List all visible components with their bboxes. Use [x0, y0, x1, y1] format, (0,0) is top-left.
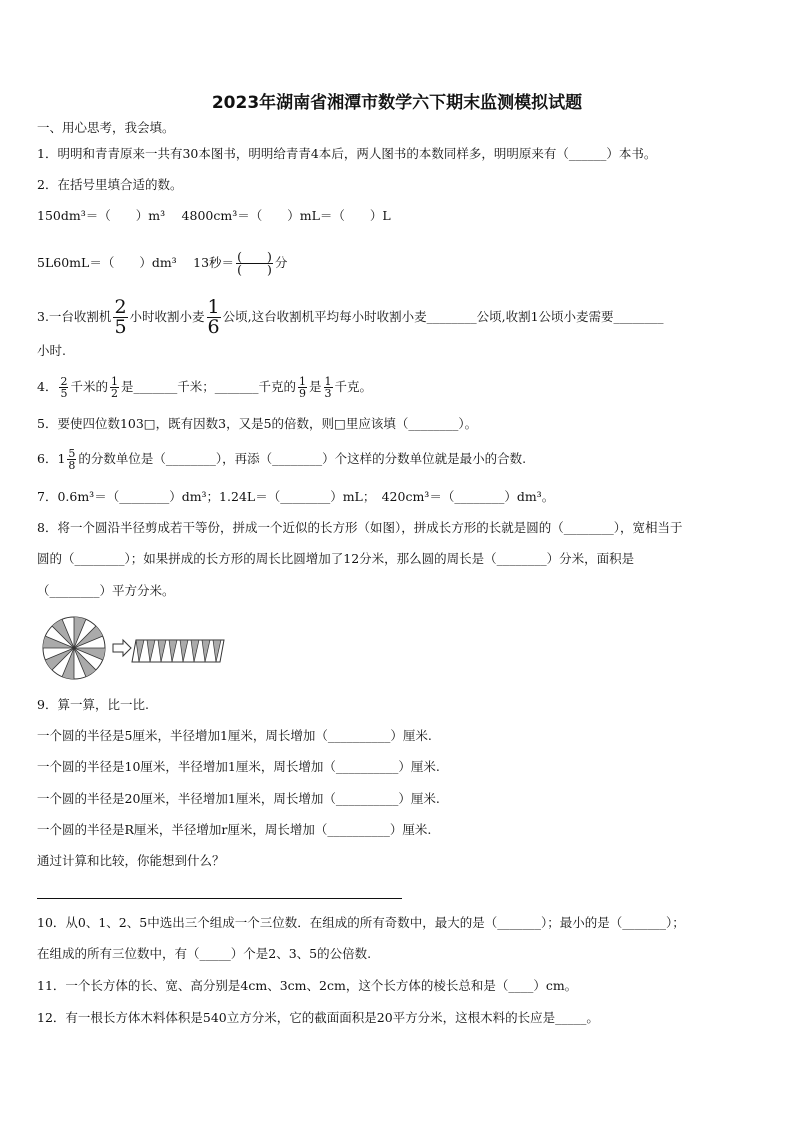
fraction-denominator: 6 — [207, 316, 220, 338]
fraction-numerator: ( ) — [237, 248, 272, 264]
question-10-line-1: 10．从0、1、2、5中选出三个组成一个三位数．在组成的所有奇数中，最大的是（_______）；最小的是（_______）； — [37, 915, 685, 930]
question-2: 2．在括号里填合适的数。 — [37, 177, 183, 192]
fraction — [298, 376, 307, 399]
q4-text: 4． — [37, 379, 58, 394]
answer-line — [37, 898, 402, 899]
question-2-part-a: 150dm³＝（ ）m³ 4800cm³＝（ ）mL＝（ ）L — [37, 208, 391, 223]
fraction-numerator: 1 — [110, 375, 118, 388]
arrow-right-icon — [113, 640, 131, 656]
fraction-denominator: 5 — [60, 387, 68, 400]
fraction-denominator: 3 — [324, 387, 332, 400]
question-1: 1．明明和青青原来一共有30本图书，明明给青青4本后，两人图书的本数同样多，明明原来有（______）本书。 — [37, 146, 657, 161]
q2b-text: 5L60mL＝（ ）dm³ 13秒＝ — [37, 255, 235, 270]
fraction-numerator: 1 — [207, 296, 220, 318]
section-heading: 一、用心思考，我会填。 — [37, 120, 175, 135]
fraction-numerator: 2 — [60, 375, 68, 388]
question-8-line-1: 8．将一个圆沿半径剪成若干等份，拼成一个近似的长方形（如图），拼成长方形的长就是圆的（________），宽相当于 — [37, 520, 683, 535]
fraction-denominator: ( ) — [237, 262, 272, 277]
page-title: 2023年湖南省湘潭市数学六下期末监测模拟试题 — [211, 93, 583, 113]
q6-text: 6． — [37, 451, 58, 466]
question-9-row: 一个圆的半径是20厘米，半径增加1厘米，周长增加（__________）厘米. — [37, 791, 440, 806]
fraction-numerator: 1 — [298, 375, 306, 388]
fraction-denominator: 2 — [110, 387, 118, 400]
fraction — [110, 376, 119, 399]
q3-text: 小时收割小麦 — [129, 309, 205, 324]
fraction-numerator: 1 — [324, 375, 332, 388]
q3-text: 公顷,这台收割机平均每小时收割小麦________公顷,收割1公顷小麦需要________ — [222, 309, 664, 324]
question-9: 9．算一算，比一比. — [37, 697, 149, 712]
question-2-part-b — [37, 244, 287, 282]
fraction — [207, 298, 221, 337]
q3-text: 3.一台收割机 — [37, 309, 112, 324]
q4-text: 是_______千米；_______千克的 — [120, 379, 296, 394]
question-3-cont: 小时. — [37, 343, 66, 358]
circle-to-rectangle-figure — [40, 616, 240, 680]
fraction-numerator: 5 — [68, 447, 76, 460]
question-12: 12．有一根长方体木料体积是540立方分米，它的截面面积是20平方分米，这根木料的长应是_____。 — [37, 1010, 599, 1025]
fraction-denominator: 5 — [114, 316, 127, 338]
sliced-circle — [43, 617, 105, 679]
question-5: 5．要使四位数103□，既有因数3，又是5的倍数，则□里应该填（________）。 — [37, 416, 478, 431]
question-9-row: 一个圆的半径是R厘米，半径增加r厘米，周长增加（__________）厘米. — [37, 822, 432, 837]
fraction — [113, 298, 127, 337]
q4-text: 是 — [308, 379, 322, 394]
q6-text: 的分数单位是（________），再添（________）个这样的分数单位就是最小的合数. — [78, 451, 527, 466]
fraction-numerator: 2 — [114, 296, 127, 318]
fraction — [236, 248, 273, 277]
fraction — [324, 376, 333, 399]
question-9-prompt: 通过计算和比较，你能想到什么？ — [37, 853, 225, 868]
fraction — [59, 376, 68, 399]
fraction — [67, 448, 76, 471]
question-8-line-3: （________）平方分米。 — [37, 583, 175, 598]
question-3 — [37, 298, 664, 337]
q4-text: 千克。 — [334, 379, 373, 394]
q4-text: 千米的 — [70, 379, 108, 394]
mixed-number-whole: 1 — [57, 451, 66, 466]
question-7: 7．0.6m³＝（________）dm³；1.24L＝（________）mL； 420cm³＝（________）dm³。 — [37, 489, 555, 504]
question-8-line-2: 圆的（________）；如果拼成的长方形的周长比圆增加了12分米，那么圆的周长是（________）分米，面积是 — [37, 551, 635, 566]
question-11: 11．一个长方体的长、宽、高分别是4cm、3cm、2cm，这个长方体的棱长总和是（____）cm。 — [37, 978, 578, 993]
question-4 — [37, 372, 372, 402]
question-9-row: 一个圆的半径是5厘米，半径增加1厘米，周长增加（__________）厘米. — [37, 728, 432, 743]
fraction-denominator: 9 — [298, 387, 306, 400]
question-9-row: 一个圆的半径是10厘米，半径增加1厘米，周长增加（__________）厘米. — [37, 759, 440, 774]
q2b-unit: 分 — [274, 255, 288, 270]
fraction-denominator: 8 — [68, 459, 76, 472]
question-6 — [37, 444, 526, 474]
question-10-line-2: 在组成的所有三位数中，有（_____）个是2、3、5的公倍数. — [37, 946, 372, 961]
rectangle-of-sectors — [132, 640, 224, 662]
